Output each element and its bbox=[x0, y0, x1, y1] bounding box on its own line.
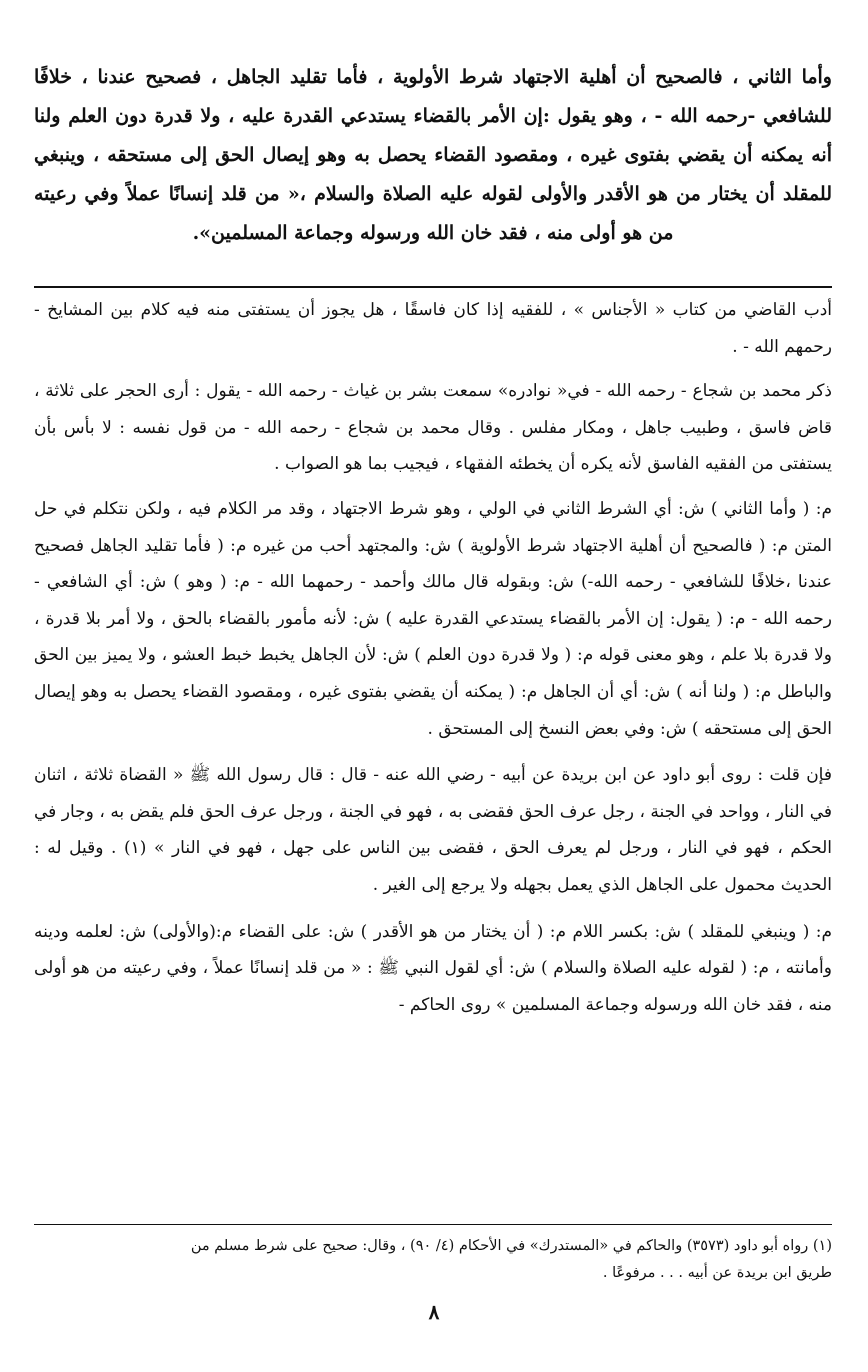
commentary-paragraph-2: ذكر محمد بن شجاع - رحمه الله - في« نوادره» سمعت بشر بن غياث - رحمه الله - يقول : أرى الحجر على ثلاثة ، قاض فاسق ، وطبيب جاهل ، ومكار مفلس . وقال محمد بن شجاع - رحمه الله - من قول نفسه : لا بأس بأن يستفتى من الفقيه الفاسق لأنه يكره أن يخطئه الفقهاء ، فيجيب بما هو الصواب . bbox=[34, 381, 832, 475]
commentary-paragraph-1: أدب القاضي من كتاب « الأجناس » ، للفقيه إذا كان فاسقًا ، هل يجوز أن يستفتى منه فيه كلام بين المشايخ - رحمهم الله - . bbox=[34, 300, 832, 357]
commentary-paragraph-3: م: ( وأما الثاني ) ش: أي الشرط الثاني في الولي ، وهو شرط الاجتهاد ، وقد مر الكلام فيه ، ولكن نتكلم في حل المتن م: ( فالصحيح أن أهلية الاجتهاد شرط الأولوية ) ش: والمجتهد أحب من غيره م: ( فأما تقليد الجاهل فصحيح عندنا ،خلافًا للشافعي - رحمه الله-) ش: وبقوله قال مالك وأحمد - رحمهما الله - م: ( وهو ) ش: أي الشافعي - رحمه الله - م: ( يقول: إن الأمر بالقضاء يستدعي القدرة عليه ) ش: لأنه مأمور بالقضاء بالحق ، ولا أمر بلا قدرة ، ولا قدرة بلا علم ، وهو معنى قوله م: ( ولا قدرة دون العلم ) ش: لأن الجاهل يخبط خبط العشو ، ولا يميز بين الحق والباطل م: ( ولنا أنه ) ش: أي أن الجاهل م: ( يمكنه أن يقضي بفتوى غيره ، ومقصود القضاء يحصل به وهو إيصال الحق إلى مستحقه ) ش: وفي بعض النسخ إلى المستحق . bbox=[34, 498, 832, 739]
commentary-paragraph-4: فإن قلت : روى أبو داود عن ابن بريدة عن أبيه - رضي الله عنه - قال : قال رسول الله ﷺ « القضاة ثلاثة ، اثنان في النار ، وواحد في الجنة ، رجل عرف الحق فقضى به ، فهو في الجنة ، ورجل عرف الحق فلم يقض به ، وجار في الحكم ، فهو في النار ، ورجل لم يعرف الحق ، فقضى بين الناس على جهل ، فهو في النار » (١) . وقيل له : الحديث محمول على الجاهل الذي يعمل بجهله ولا يرجع إلى الغير . bbox=[34, 765, 832, 895]
page-number: ٨ bbox=[428, 1300, 440, 1324]
section-divider bbox=[34, 286, 832, 288]
main-text-matn bbox=[34, 58, 832, 253]
commentary-section bbox=[34, 292, 832, 1033]
footnote-1-line-1: (١) رواه أبو داود (٣٥٧٣) والحاكم في «المستدرك» في الأحكام (٤/ ٩٠) ، وقال: صحيح على شرط مسلم من bbox=[190, 1238, 832, 1254]
footnote-1-line-2: طريق ابن بريدة عن أبيه . . . مرفوعًا . bbox=[602, 1265, 832, 1281]
matn-text: وأما الثاني ، فالصحيح أن أهلية الاجتهاد شرط الأولوية ، فأما تقليد الجاهل ، فصحيح عندنا ، خلافًا للشافعي -رحمه الله - ، وهو يقول :إن الأمر بالقضاء يستدعي القدرة عليه ، ولا قدرة دون العلم ولنا أنه يمكنه أن يقضي بفتوى غيره ، ومقصود القضاء يحصل به وهو إيصال الحق إلى مستحقه ، وينبغي للمقلد أن يختار من هو الأقدر والأولى لقوله عليه الصلاة والسلام ،« من قلد إنسانًا عملاً وفي رعيته من هو أولى منه ، فقد خان الله ورسوله وجماعة المسلمين». bbox=[34, 66, 832, 244]
footnotes bbox=[34, 1224, 832, 1287]
commentary-paragraph-5: م: ( وينبغي للمقلد ) ش: بكسر اللام م: ( أن يختار من هو الأقدر ) ش: على القضاء م:(والأولى) ش: لعلمه ودينه وأمانته ، م: ( لقوله عليه الصلاة والسلام ) ش: أي لقول النبي ﷺ : « من قلد إنسانًا عملاً ، وفي رعيته من هو أولى منه ، فقد خان الله ورسوله وجماعة المسلمين » روى الحاكم - bbox=[34, 921, 832, 1015]
